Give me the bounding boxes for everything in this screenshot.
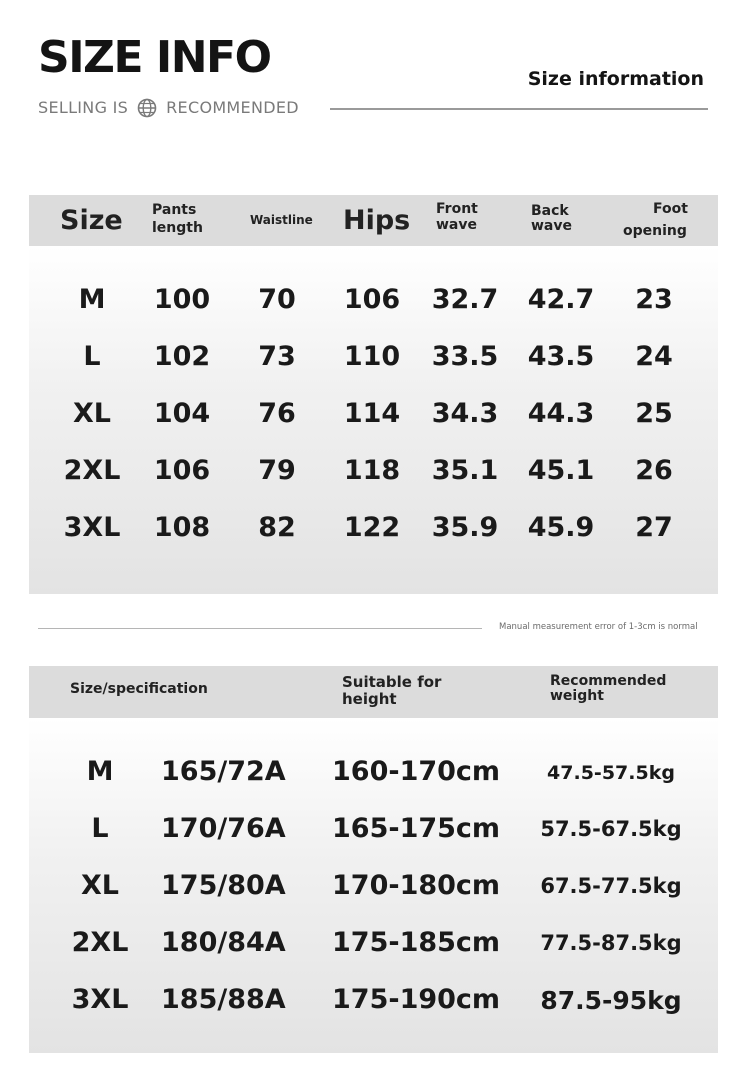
- size-cell-waistline: 73: [258, 341, 296, 372]
- size-cell-pants-length: 102: [153, 341, 211, 372]
- size-cell-foot-opening: 27: [635, 512, 673, 543]
- measurement-note: Manual measurement error of 1-3cm is normal: [499, 622, 698, 632]
- spec-cell-size: 3XL: [71, 984, 129, 1015]
- spec-cell-weight: 47.5-57.5kg: [547, 762, 675, 784]
- selling-left-text: SELLING IS: [38, 98, 129, 117]
- size-cell-size: M: [78, 284, 106, 315]
- size-cell-hips: 114: [343, 398, 401, 429]
- size-cell-waistline: 82: [258, 512, 296, 543]
- spec-cell-specification: 170/76A: [161, 813, 286, 844]
- col-size: Size: [60, 205, 123, 236]
- note-divider: [38, 628, 482, 629]
- col-hips: Hips: [343, 205, 411, 236]
- size-cell-back-wave: 43.5: [527, 341, 595, 372]
- spec-cell-height: 170-180cm: [332, 870, 501, 901]
- spec-cell-specification: 175/80A: [161, 870, 286, 901]
- size-cell-waistline: 79: [258, 455, 296, 486]
- size-cell-size: 3XL: [63, 512, 121, 543]
- col-front-wave-1: Front: [436, 201, 478, 217]
- size-cell-waistline: 70: [258, 284, 296, 315]
- size-cell-back-wave: 45.9: [527, 512, 595, 543]
- col-recommended-weight-1: Recommended: [550, 673, 667, 689]
- size-cell-front-wave: 35.9: [431, 512, 499, 543]
- selling-tagline: [38, 96, 299, 120]
- spec-cell-size: M: [86, 756, 114, 787]
- size-cell-foot-opening: 23: [635, 284, 673, 315]
- col-pants-length-1: Pants: [152, 202, 197, 218]
- size-cell-foot-opening: 25: [635, 398, 673, 429]
- col-recommended-weight-2: weight: [550, 688, 604, 704]
- globe-icon: [137, 98, 157, 118]
- spec-table-header: [29, 666, 718, 718]
- selling-right-text: RECOMMENDED: [166, 98, 299, 117]
- size-cell-front-wave: 32.7: [431, 284, 499, 315]
- size-cell-front-wave: 35.1: [431, 455, 499, 486]
- size-cell-front-wave: 34.3: [431, 398, 499, 429]
- col-suitable-height-1: Suitable for: [342, 673, 442, 691]
- col-waistline: Waistline: [250, 213, 313, 227]
- spec-cell-weight: 67.5-77.5kg: [540, 874, 682, 898]
- spec-cell-weight: 87.5-95kg: [540, 986, 682, 1015]
- size-cell-foot-opening: 26: [635, 455, 673, 486]
- spec-cell-height: 175-190cm: [332, 984, 501, 1015]
- spec-cell-size: 2XL: [71, 927, 129, 958]
- size-cell-size: L: [83, 341, 101, 372]
- col-size-specification: Size/specification: [70, 681, 208, 697]
- size-cell-pants-length: 100: [153, 284, 211, 315]
- size-cell-pants-length: 108: [153, 512, 211, 543]
- size-table-header: [29, 195, 718, 246]
- size-cell-pants-length: 104: [153, 398, 211, 429]
- spec-cell-specification: 165/72A: [161, 756, 286, 787]
- size-cell-front-wave: 33.5: [431, 341, 499, 372]
- size-cell-back-wave: 44.3: [527, 398, 595, 429]
- size-information-heading: Size information: [527, 68, 704, 90]
- size-cell-size: 2XL: [63, 455, 121, 486]
- col-pants-length-2: length: [152, 220, 203, 236]
- size-cell-size: XL: [72, 398, 112, 429]
- spec-cell-height: 175-185cm: [332, 927, 501, 958]
- header-divider: [330, 108, 708, 110]
- col-foot-opening-2: opening: [623, 223, 687, 239]
- spec-cell-height: 160-170cm: [332, 756, 501, 787]
- col-back-wave-2: wave: [531, 218, 573, 234]
- col-foot-opening-1: Foot: [653, 201, 688, 217]
- spec-cell-specification: 180/84A: [161, 927, 286, 958]
- size-cell-hips: 110: [343, 341, 401, 372]
- size-cell-foot-opening: 24: [635, 341, 673, 372]
- spec-cell-height: 165-175cm: [332, 813, 501, 844]
- size-cell-back-wave: 45.1: [527, 455, 595, 486]
- col-back-wave-1: Back: [531, 203, 569, 219]
- page-title: SIZE INFO: [38, 32, 271, 83]
- col-front-wave-2: wave: [436, 217, 478, 233]
- size-cell-hips: 118: [343, 455, 401, 486]
- spec-cell-size: XL: [80, 870, 120, 901]
- spec-cell-weight: 77.5-87.5kg: [540, 931, 682, 955]
- size-cell-back-wave: 42.7: [527, 284, 595, 315]
- spec-cell-specification: 185/88A: [161, 984, 286, 1015]
- size-cell-waistline: 76: [258, 398, 296, 429]
- col-suitable-height-2: height: [342, 690, 397, 708]
- size-cell-hips: 122: [343, 512, 401, 543]
- size-cell-pants-length: 106: [153, 455, 211, 486]
- spec-cell-size: L: [91, 813, 109, 844]
- size-cell-hips: 106: [343, 284, 401, 315]
- spec-cell-weight: 57.5-67.5kg: [540, 817, 682, 841]
